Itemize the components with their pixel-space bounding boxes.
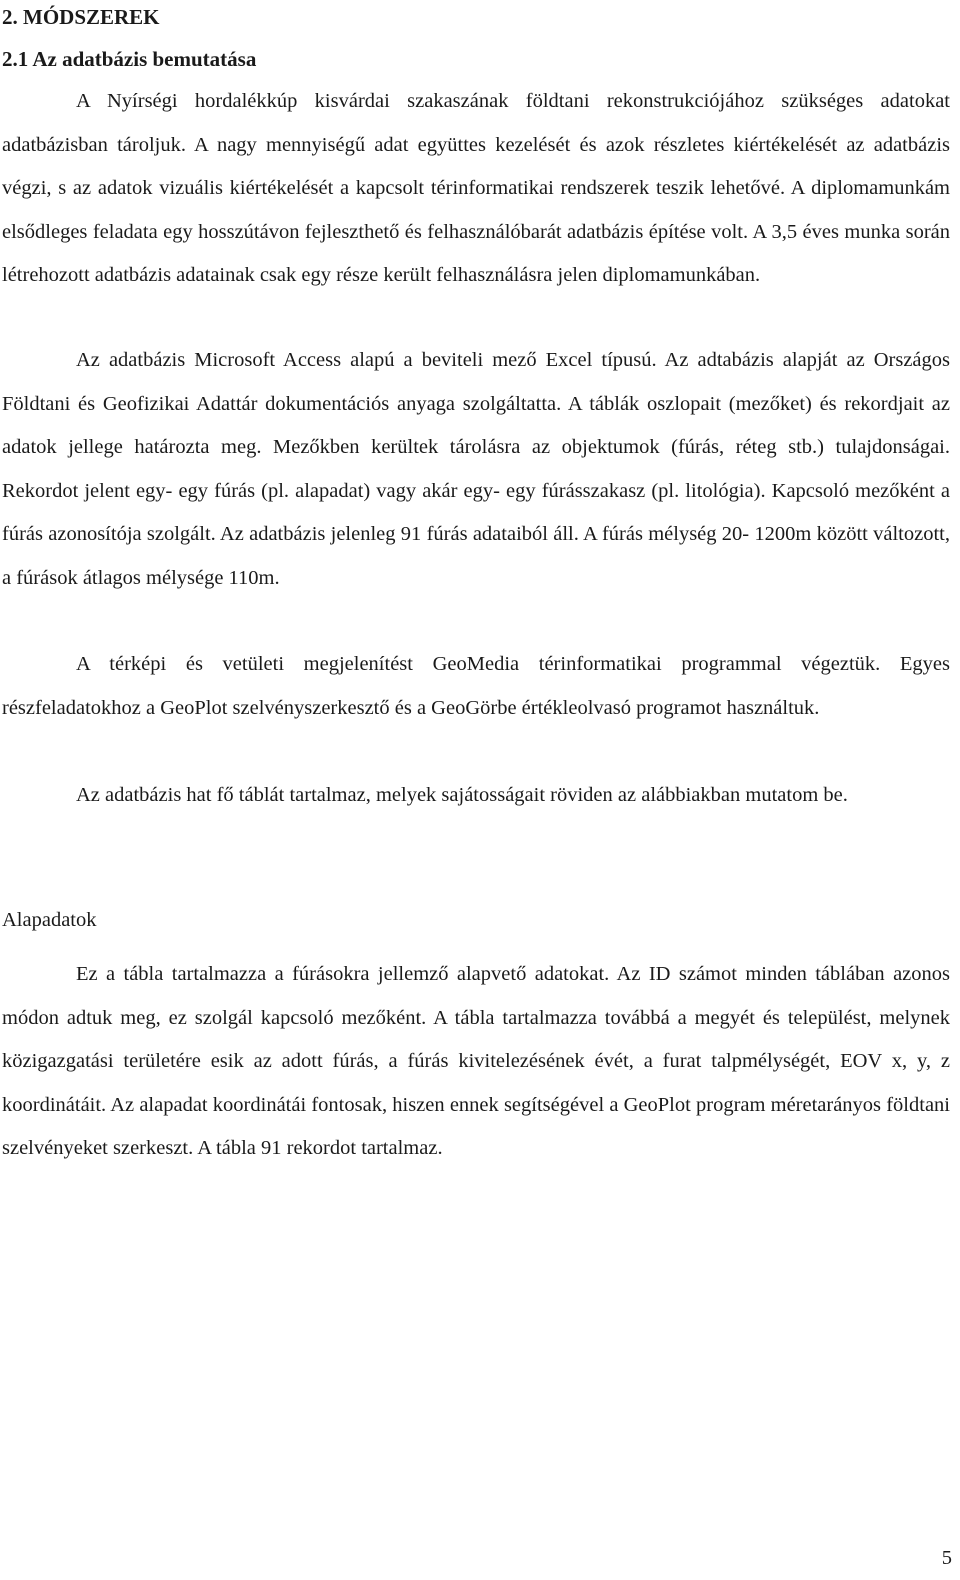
subsection-title: Alapadatok [2, 909, 97, 931]
paragraph-software: A térképi és vetületi megjelenítést GeoMedia térinformatikai programmal végeztük. Egyes részfeladatokhoz a GeoPlot szelvényszerkesztő és a GeoGörbe értékleolvasó programot használtuk. [2, 653, 950, 719]
paragraph-intro: A Nyírségi hordalékkúp kisvárdai szakaszának földtani rekonstrukciójához szükséges adatokat adatbázisban tároljuk. A nagy mennyiségű adat együttes kezelését és azok részletes kiértékelését az adatbázis végzi, s az adatok vizuális kiértékelését a kapcsolt térinformatikai rendszerek teszik lehetővé. A diplomamunkám elsődleges feladata egy hosszútávon fejleszthető és felhasználóbarát adatbázis építése volt. A 3,5 éves munka során létrehozott adatbázis adatainak csak egy része került felhasználásra jelen diplomamunkában. [2, 90, 950, 286]
paragraph-tables: Az adatbázis hat fő táblát tartalmaz, melyek sajátosságait röviden az alábbiakban mutatom be. [76, 784, 848, 806]
paragraph-alapadatok: Ez a tábla tartalmazza a fúrásokra jellemző alapvető adatokat. Az ID számot minden táblában azonos módon adtuk meg, ez szolgál kapcsoló mezőként. A tábla tartalmazza továbbá a megyét és települést, melynek közigazgatási területére esik az adott fúrás, a fúrás kivitelezésének évét, a furat talpmélységét, EOV x, y, z koordinátáit. Az alapadat koordinátái fontosak, hiszen ennek segítségével a GeoPlot program méretarányos földtani szelvényeket szerkeszt. A tábla 91 rekordot tartalmaz. [2, 963, 950, 1159]
section-heading: 2.1 Az adatbázis bemutatása [2, 47, 257, 71]
page-number: 5 [941, 1547, 952, 1569]
paragraph-database: Az adatbázis Microsoft Access alapú a beviteli mező Excel típusú. Az adtabázis alapját az Országos Földtani és Geofizikai Adattár dokumentációs anyaga szolgáltatta. A táblák oszlopait (mezőket) és rekordjait az adatok jellege határozta meg. Mezőkben kerültek tárolásra az objektumok (fúrás, réteg stb.) tulajdonságai. Rekordot jelent egy- egy fúrás (pl. alapadat) vagy akár egy- egy fúrásszakasz (pl. litológia). Kapcsoló mezőként a fúrás azonosítója szolgált. Az adatbázis jelenleg 91 fúrás adataiból áll. A fúrás mélység 20- 1200m között változott, a fúrások átlagos mélysége 110m. [2, 349, 950, 589]
chapter-heading: 2. MÓDSZEREK [2, 5, 160, 29]
